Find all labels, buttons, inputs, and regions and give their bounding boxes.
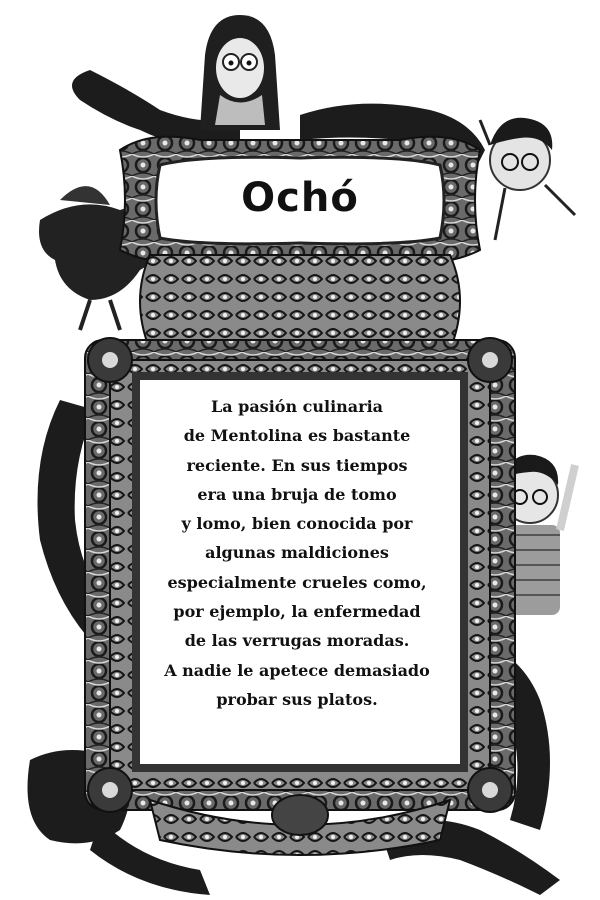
passage-text [152, 392, 442, 732]
passage-line: por ejemplo, la enfermedad [173, 602, 421, 622]
passage-line: de Mentolina es bastante [183, 426, 411, 446]
passage-line: probar sus platos. [216, 689, 378, 709]
passage-line: era una bruja de tomo [197, 484, 397, 504]
passage-line: A nadie le apetece demasiado [164, 660, 430, 680]
boy-top-figure [480, 118, 575, 240]
passage-line: de las verrugas moradas. [184, 631, 410, 651]
frame-crest [140, 255, 460, 350]
passage-line: La pasión culinaria [210, 397, 384, 416]
passage-line: y lomo, bien conocida por [181, 514, 413, 534]
chapter-title: Ochó [241, 175, 359, 221]
passage-line: reciente. En sus tiempos [186, 455, 408, 475]
girl-figure [200, 15, 280, 130]
passage-line: especialmente crueles como, [167, 572, 427, 592]
passage-line: algunas maldiciones [205, 543, 389, 563]
